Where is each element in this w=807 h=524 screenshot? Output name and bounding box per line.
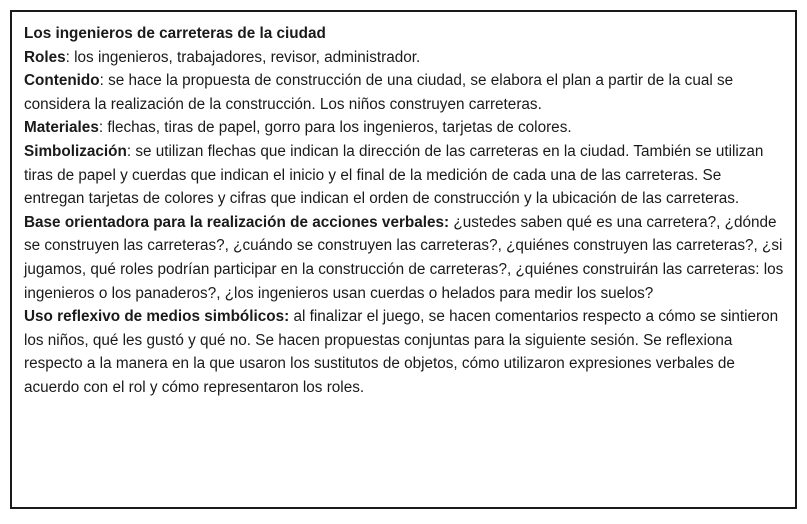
section-text-materiales: flechas, tiras de papel, gorro para los ingenieros, tarjetas de colores. bbox=[107, 119, 572, 137]
section-roles bbox=[24, 46, 785, 70]
section-sep-contenido: : bbox=[99, 72, 109, 90]
section-sep-roles: : bbox=[65, 48, 75, 66]
section-label-materiales: Materiales bbox=[24, 119, 99, 137]
section-label-roles: Roles bbox=[24, 48, 66, 66]
section-label-contenido: Contenido bbox=[24, 72, 100, 90]
section-base-orientadora bbox=[24, 211, 785, 305]
section-simbolizacion bbox=[24, 140, 785, 211]
section-uso-reflexivo bbox=[24, 305, 785, 399]
section-sep-simbolizacion: : bbox=[126, 142, 136, 160]
section-text-roles: los ingenieros, trabajadores, revisor, administrador. bbox=[74, 48, 421, 66]
section-text-uso-reflexivo: al finalizar el juego, se hacen comentarios respecto a cómo se sintieron los niños, qué les gustó y qué no. Se hacen propuestas conjuntas para la siguiente sesión. Se reflexiona respecto a la manera en la que usaron los sustitutos de objetos, cómo utilizaron expresiones verbales de acuerdo con el rol y cómo representaron los roles. bbox=[24, 308, 779, 396]
section-text-simbolizacion: se utilizan flechas que indican la dirección de las carreteras en la ciudad. También se utilizan tiras de papel y cuerdas que indican el inicio y el final de la medición de cada una de las carreteras. Se entregan tarjetas de colores y cifras que indican el orden de construcción y la ubicación de las carreteras. bbox=[24, 142, 764, 208]
section-text-contenido: se hace la propuesta de construcción de una ciudad, se elabora el plan a partir de la cual se considera la realización de la construcción. Los niños construyen carreteras. bbox=[24, 72, 734, 113]
section-text-base-orientadora: ¿ustedes saben qué es una carretera?, ¿dónde se construyen las carreteras?, ¿cuándo se construyen las carreteras?, ¿quiénes construyen las carreteras?, ¿si jugamos, qué roles podrían participar en la construcción de carreteras?, ¿quiénes construirán las carreteras: los ingenieros o los panaderos?, ¿los ingenieros usan cuerdas o helados para medir los suelos? bbox=[24, 213, 784, 302]
section-label-base-orientadora: Base orientadora para la realización de acciones verbales: bbox=[24, 213, 450, 231]
section-materiales bbox=[24, 116, 785, 140]
section-label-simbolizacion: Simbolización bbox=[24, 142, 127, 160]
section-contenido bbox=[24, 69, 785, 116]
section-sep-materiales: : bbox=[98, 119, 108, 137]
activity-box bbox=[10, 10, 797, 509]
section-label-uso-reflexivo: Uso reflexivo de medios simbólicos: bbox=[24, 308, 290, 326]
activity-title: Los ingenieros de carreteras de la ciudad bbox=[24, 25, 326, 42]
